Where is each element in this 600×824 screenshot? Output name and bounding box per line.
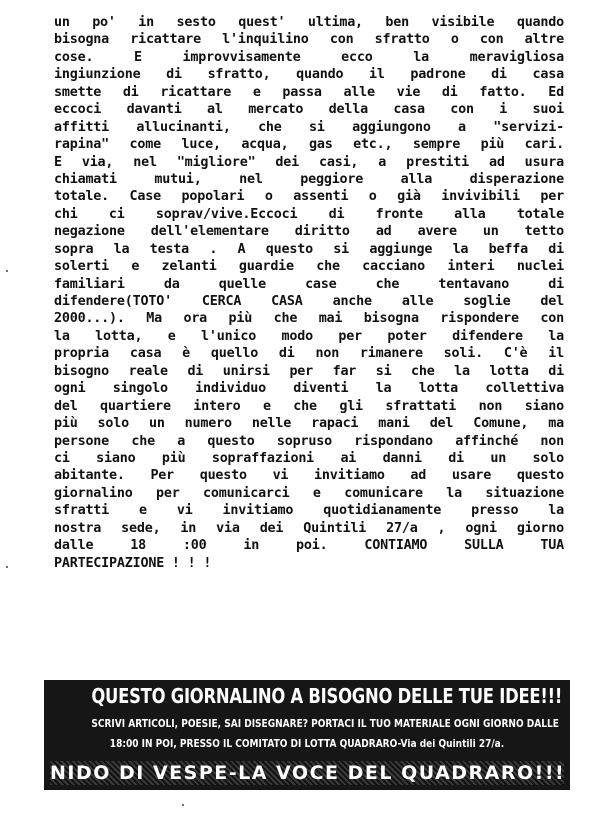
scan-speck [6, 566, 8, 568]
banner-title: QUESTO GIORNALINO A BISOGNO DELLE TUE IDEE!!! [91, 684, 563, 708]
text-line: nostra sede, in via dei Quintili 27/a , ogni giorno [54, 520, 564, 536]
banner-footer: NIDO DI VESPE-LA VOCE DEL QUADRARO!!! [50, 762, 566, 784]
text-line: più solo un numero nelle rapaci mani del Comune, ma [54, 416, 564, 432]
text-line: smette di ricattare e passa alle vie di fatto. Ed [54, 84, 564, 100]
text-line: solerti e zelanti guardie che cacciano interi nuclei [54, 259, 564, 275]
text-line: un po' in sesto quest' ultima, ben visibile quando [54, 15, 564, 30]
appeal-banner [44, 680, 570, 790]
text-line: del quartiere intero e che gli sfrattati non siano [54, 398, 564, 414]
text-line: sfratti e vi invitiamo quotidianamente presso la [54, 503, 564, 519]
banner-body [91, 714, 559, 754]
article-text [54, 14, 564, 572]
text-line: giornalino per comunicarci e comunicare la situazione [54, 485, 564, 501]
text-line: cose. E improvvisamente ecco la meravigliosa [54, 49, 564, 65]
text-line: negazione dell'elementare diritto ad avere un tetto [54, 224, 564, 240]
text-line: bisogno reale di unirsi per far si che la lotta di [54, 363, 564, 379]
scan-speck [182, 804, 184, 806]
text-line: chi ci soprav/vive.Eccoci di fronte alla totale [54, 206, 564, 222]
text-line: la lotta, e l'unico modo per poter difendere la [54, 328, 564, 344]
text-line: E via, nel "migliore" dei casi, a prestiti ad usura [54, 154, 564, 170]
text-line: affitti allucinanti, che si aggiungono a "servizi- [54, 119, 564, 135]
text-line: abitante. Per questo vi invitiamo ad usare questo [54, 468, 564, 484]
text-line: ingiunzione di sfratto, quando il padrone di casa [54, 67, 564, 83]
text-line: chiamati mutui, nel peggiore alla disperazione [54, 171, 564, 187]
text-line: totale. Case popolari o assenti o già invivibili per [54, 189, 564, 205]
scan-speck [6, 270, 8, 272]
text-line: persone che a questo sopruso rispondano affinché non [54, 433, 564, 449]
text-line: sopra la testa . A questo si aggiunge la beffa di [54, 241, 564, 257]
text-line: bisogna ricattare l'inquilino con sfratto o con altre [54, 32, 564, 48]
text-line: difendere(TOTO' CERCA CASA anche alle soglie del [54, 294, 564, 309]
banner-line-1: SCRIVI ARTICOLI, POESIE, SAI DISEGNARE? PORTACI IL TUO MATERIALE OGNI GIORNO DALLE [91, 717, 559, 730]
text-line: 2000...). Ma ora più che mai bisogna rispondere con [54, 311, 564, 327]
text-line: dalle 18 :00 in poi. CONTIAMO SULLA TUA [54, 538, 564, 554]
text-line: ci siano più sopraffazioni ai danni di un solo [54, 450, 564, 466]
banner-line-2: 18:00 IN POI, PRESSO IL COMITATO DI LOTTA QUADRARO-Via dei Quintili 27/a. [109, 737, 505, 750]
text-line: propria casa è quello di non rimanere soli. C'è il [54, 346, 564, 362]
text-line: familiari da quelle case che tentavano di [54, 276, 564, 292]
text-line: PARTECIPAZIONE ! ! ! [54, 555, 212, 571]
text-line: eccoci davanti al mercato della casa con i suoi [54, 102, 564, 118]
text-line: ogni singolo individuo diventi la lotta collettiva [54, 381, 564, 397]
text-line: rapina" come luce, acqua, gas etc., sempre più cari. [54, 137, 564, 153]
